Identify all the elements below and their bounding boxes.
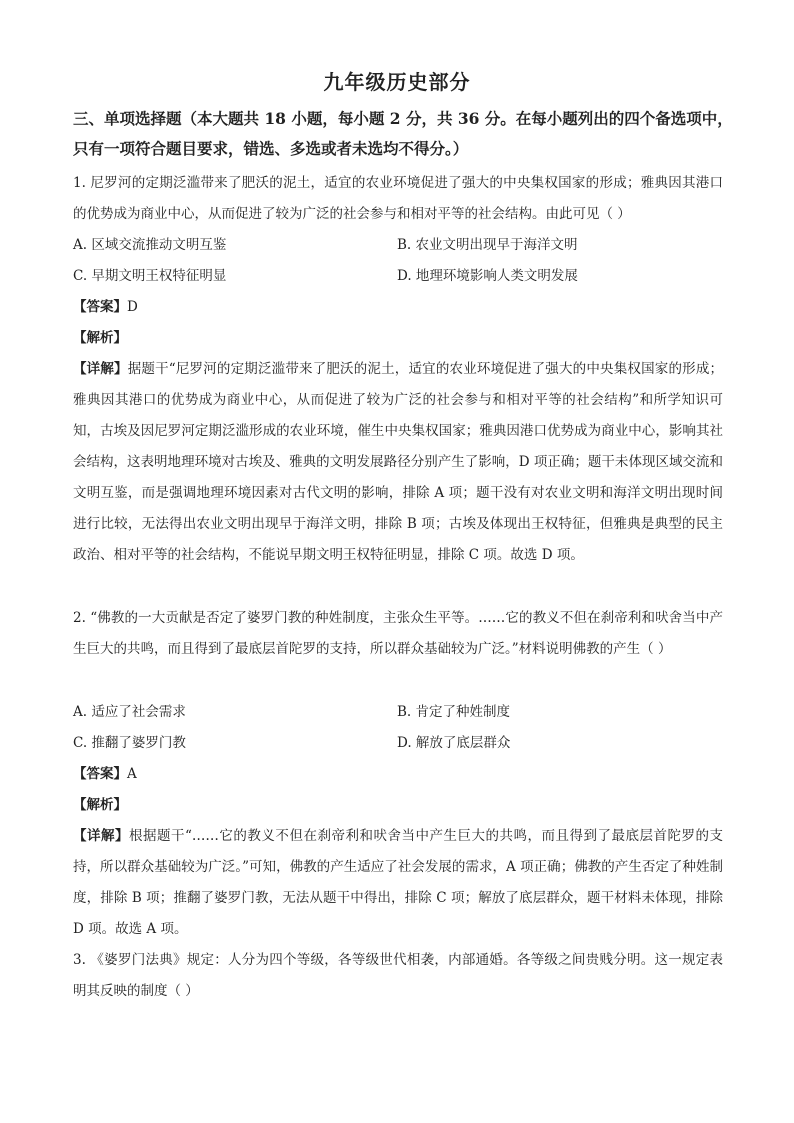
q1-answer-value: D bbox=[127, 299, 138, 315]
question-2-stem: 2. “佛教的一大贡献是否定了婆罗门教的种姓制度，主张众生平等。……它的教义不但在刹帝利和吠舍当中产生巨大的共鸣，而且得到了最底层首陀罗的支持，所以群众基础较为广泛。”材料说明佛教的产生（ ） bbox=[73, 610, 723, 657]
q1-detail bbox=[73, 354, 723, 571]
q1-analysis-label: 【解析】 bbox=[73, 330, 127, 346]
q2-detail bbox=[73, 821, 723, 945]
q2-analysis-label: 【解析】 bbox=[73, 797, 127, 813]
question-1-options bbox=[73, 230, 723, 292]
question-3-stem: 3. 《婆罗门法典》规定：人分为四个等级，各等级世代相袭，内部通婚。各等级之间贵贱分明。这一规定表明其反映的制度（ ） bbox=[73, 952, 723, 999]
q1-option-a: A. 区域交流推动文明互鉴 bbox=[73, 237, 227, 253]
q1-option-d: D. 地理环境影响人类文明发展 bbox=[397, 268, 578, 284]
q2-answer bbox=[73, 759, 137, 790]
q2-answer-label: 【答案】 bbox=[73, 766, 127, 782]
q2-detail-text: 根据题干“……它的教义不但在刹帝利和吠舍当中产生巨大的共鸣，而且得到了最底层首陀罗的支持，所以群众基础较为广泛。”可知，佛教的产生适应了社会发展的需求，A 项正确；佛教的产生否定了种姓制度，排除 B 项；推翻了婆罗门教，无法从题干中得出，排除 C 项；解放了底层群众，题干材料未体现，排除 D 项。故选 A 项。 bbox=[73, 828, 724, 937]
question-1-stem: 1. 尼罗河的定期泛滥带来了肥沃的泥土，适宜的农业环境促进了强大的中央集权国家的形成；雅典因其港口的优势成为商业中心，从而促进了较为广泛的社会参与和相对平等的社会结构。由此可见（ ） bbox=[73, 175, 723, 222]
q1-option-c: C. 早期文明王权特征明显 bbox=[73, 268, 227, 284]
section-heading: 三、单项选择题（本大题共 18 小题，每小题 2 分，共 36 分。在每小题列出的四个备选项中，只有一项符合题目要求，错选、多选或者未选均不得分。） bbox=[73, 109, 733, 158]
q2-answer-value: A bbox=[127, 766, 137, 782]
q1-answer-label: 【答案】 bbox=[73, 299, 127, 315]
page-title: 九年级历史部分 bbox=[323, 70, 471, 94]
q2-option-d: D. 解放了底层群众 bbox=[397, 735, 511, 751]
q2-option-b: B. 肯定了种姓制度 bbox=[397, 704, 511, 720]
q1-answer bbox=[73, 292, 138, 323]
q2-option-a: A. 适应了社会需求 bbox=[73, 704, 186, 720]
q2-detail-label: 【详解】 bbox=[73, 828, 130, 844]
q1-detail-text: 据题干“尼罗河的定期泛滥带来了肥沃的泥土，适宜的农业环境促进了强大的中央集权国家的形成；雅典因其港口的优势成为商业中心，从而促进了较为广泛的社会参与和相对平等的社会结构”和所学知识可知，古埃及因尼罗河定期泛滥形成的农业环境，催生中央集权国家；雅典因港口优势成为商业中心，影响其社会结构，这表明地理环境对古埃及、雅典的文明发展路径分别产生了影响，D 项正确；题干未体现区域交流和文明互鉴，而是强调地理环境因素对古代文明的影响，排除 A 项；题干没有对农业文明和海洋文明出现时间进行比较，无法得出农业文明出现早于海洋文明，排除 B 项；古埃及体现出王权特征，但雅典是典型的民主政治、相对平等的社会结构，不能说早期文明王权特征明显，排除 C 项。故选 D 项。 bbox=[73, 361, 723, 563]
q2-option-c: C. 推翻了婆罗门教 bbox=[73, 735, 186, 751]
q1-option-b: B. 农业文明出现早于海洋文明 bbox=[397, 237, 578, 253]
question-2-options bbox=[73, 697, 723, 759]
q1-detail-label: 【详解】 bbox=[73, 361, 128, 377]
